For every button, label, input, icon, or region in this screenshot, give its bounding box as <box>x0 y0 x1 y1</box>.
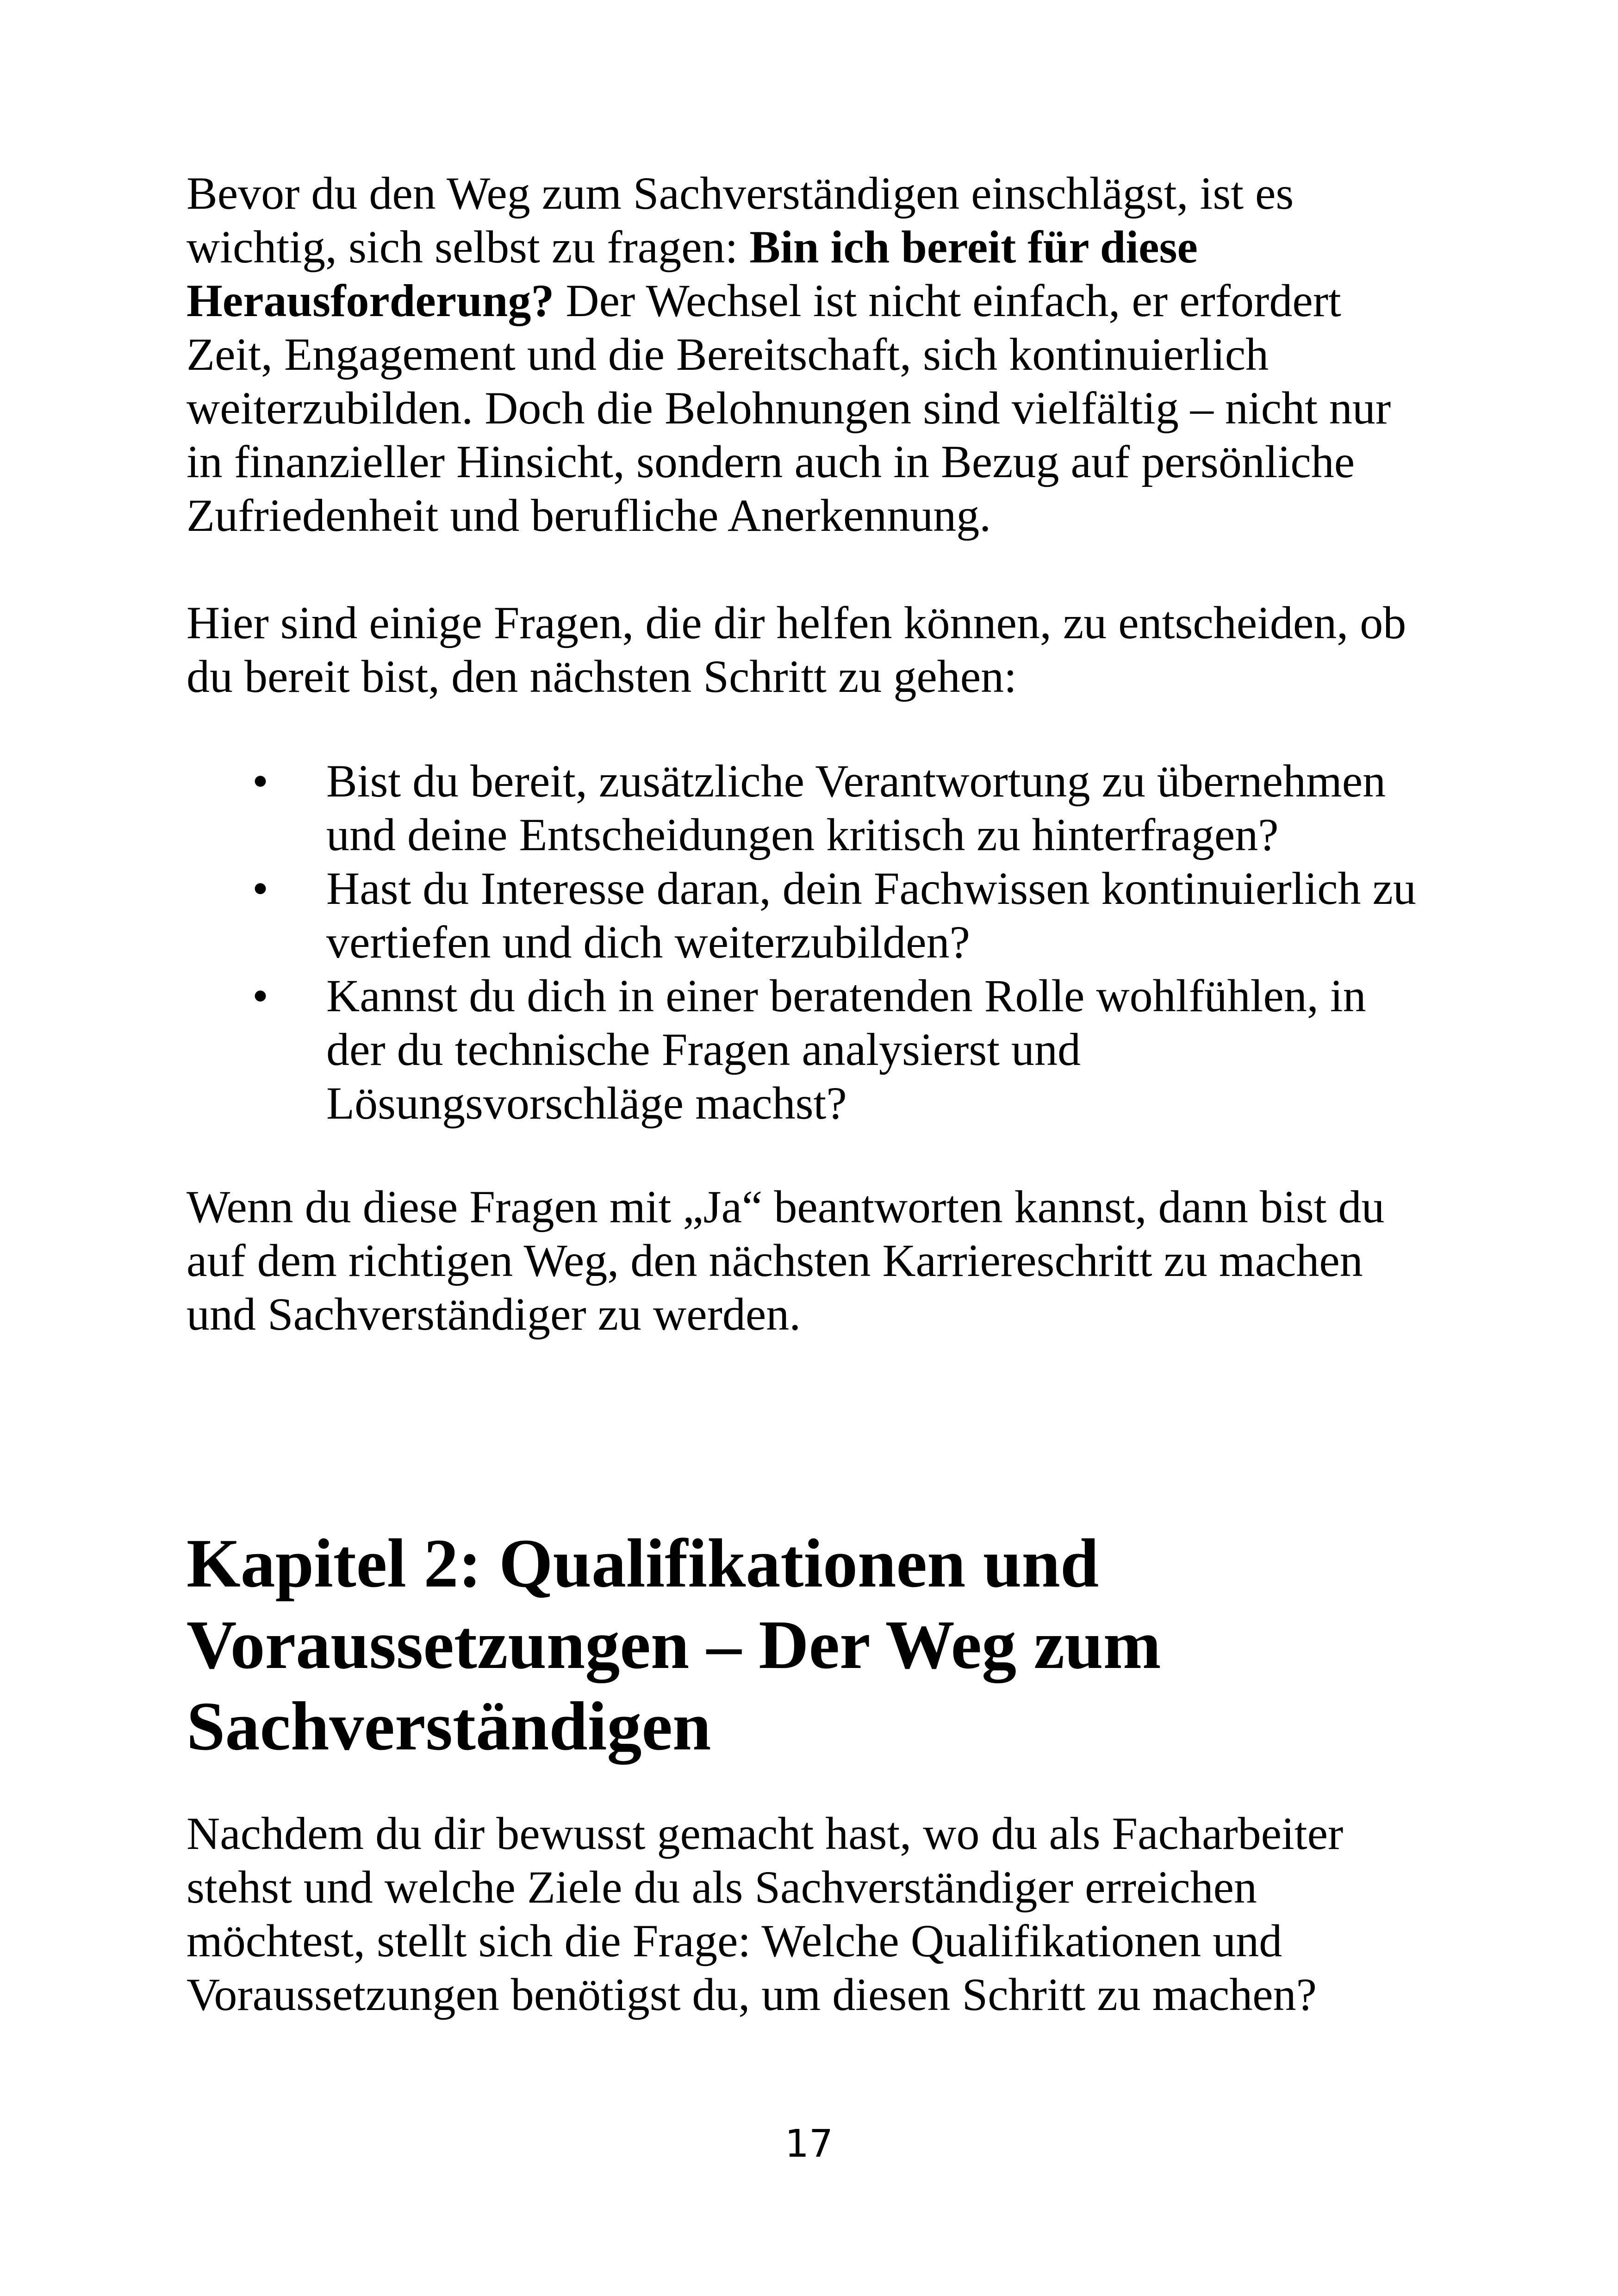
bullet-icon: • <box>252 970 269 1021</box>
intro-paragraph <box>187 167 1418 542</box>
chapter-heading-line-1: Kapitel 2: Qualifikationen und <box>187 1525 1099 1602</box>
chapter-heading <box>187 1523 1418 1767</box>
list-item <box>187 969 1418 1130</box>
bullet-icon: • <box>252 755 269 807</box>
chapter-intro-paragraph: Nachdem du dir bewusst gemacht hast, wo du als Facharbeiter stehst und welche Ziele du als Sachverständiger erreichen möchtest, stellt sich die Frage: Welche Qualifikationen und Voraussetzungen benötigst du, um diesen Schritt zu machen? <box>187 1808 1344 2020</box>
list-item <box>187 754 1418 862</box>
intro-text-part2: Der Wechsel ist nicht einfach, er erfordert Zeit, Engagement und die Bereitschaft, sich kontinuierlich weiterzubilden. Doch die Belohnungen sind vielfältig – nicht nur in finanzieller Hinsicht, sondern auch in Bezug auf persönliche Zufriedenheit und berufliche Anerkennung. <box>187 275 1391 541</box>
chapter-heading-line-3: Sachverständigen <box>187 1688 711 1765</box>
intro-bold-question: Bin ich bereit für diese Herausforderung? <box>187 221 1198 326</box>
list-item <box>187 862 1418 969</box>
questions-intro-paragraph: Hier sind einige Fragen, die dir helfen können, zu entscheiden, ob du bereit bist, den nächsten Schritt zu gehen: <box>187 597 1406 702</box>
questions-list <box>187 754 1418 1130</box>
list-item-text: Hast du Interesse daran, dein Fachwissen kontinuierlich zu vertiefen und dich weiterzubilden? <box>326 863 1416 968</box>
bullet-icon: • <box>252 863 269 914</box>
intro-text-part1: Bevor du den Weg zum Sachverständigen einschlägst, ist es wichtig, sich selbst zu fragen: <box>187 168 1294 273</box>
conclusion-paragraph: Wenn du diese Fragen mit „Ja“ beantworten kannst, dann bist du auf dem richtigen Weg, den nächsten Karriereschritt zu machen und Sachverständiger zu werden. <box>187 1181 1385 1340</box>
page-content <box>187 167 1418 2022</box>
chapter-heading-line-2: Voraussetzungen – Der Weg zum <box>187 1606 1161 1683</box>
page-number: 17 <box>784 2122 834 2166</box>
list-item-text: Bist du bereit, zusätzliche Verantwortung zu übernehmen und deine Entscheidungen kritisch zu hinterfragen? <box>326 755 1386 860</box>
list-item-text: Kannst du dich in einer beratenden Rolle wohlfühlen, in der du technische Fragen analysierst und Lösungsvorschläge machst? <box>326 970 1366 1129</box>
